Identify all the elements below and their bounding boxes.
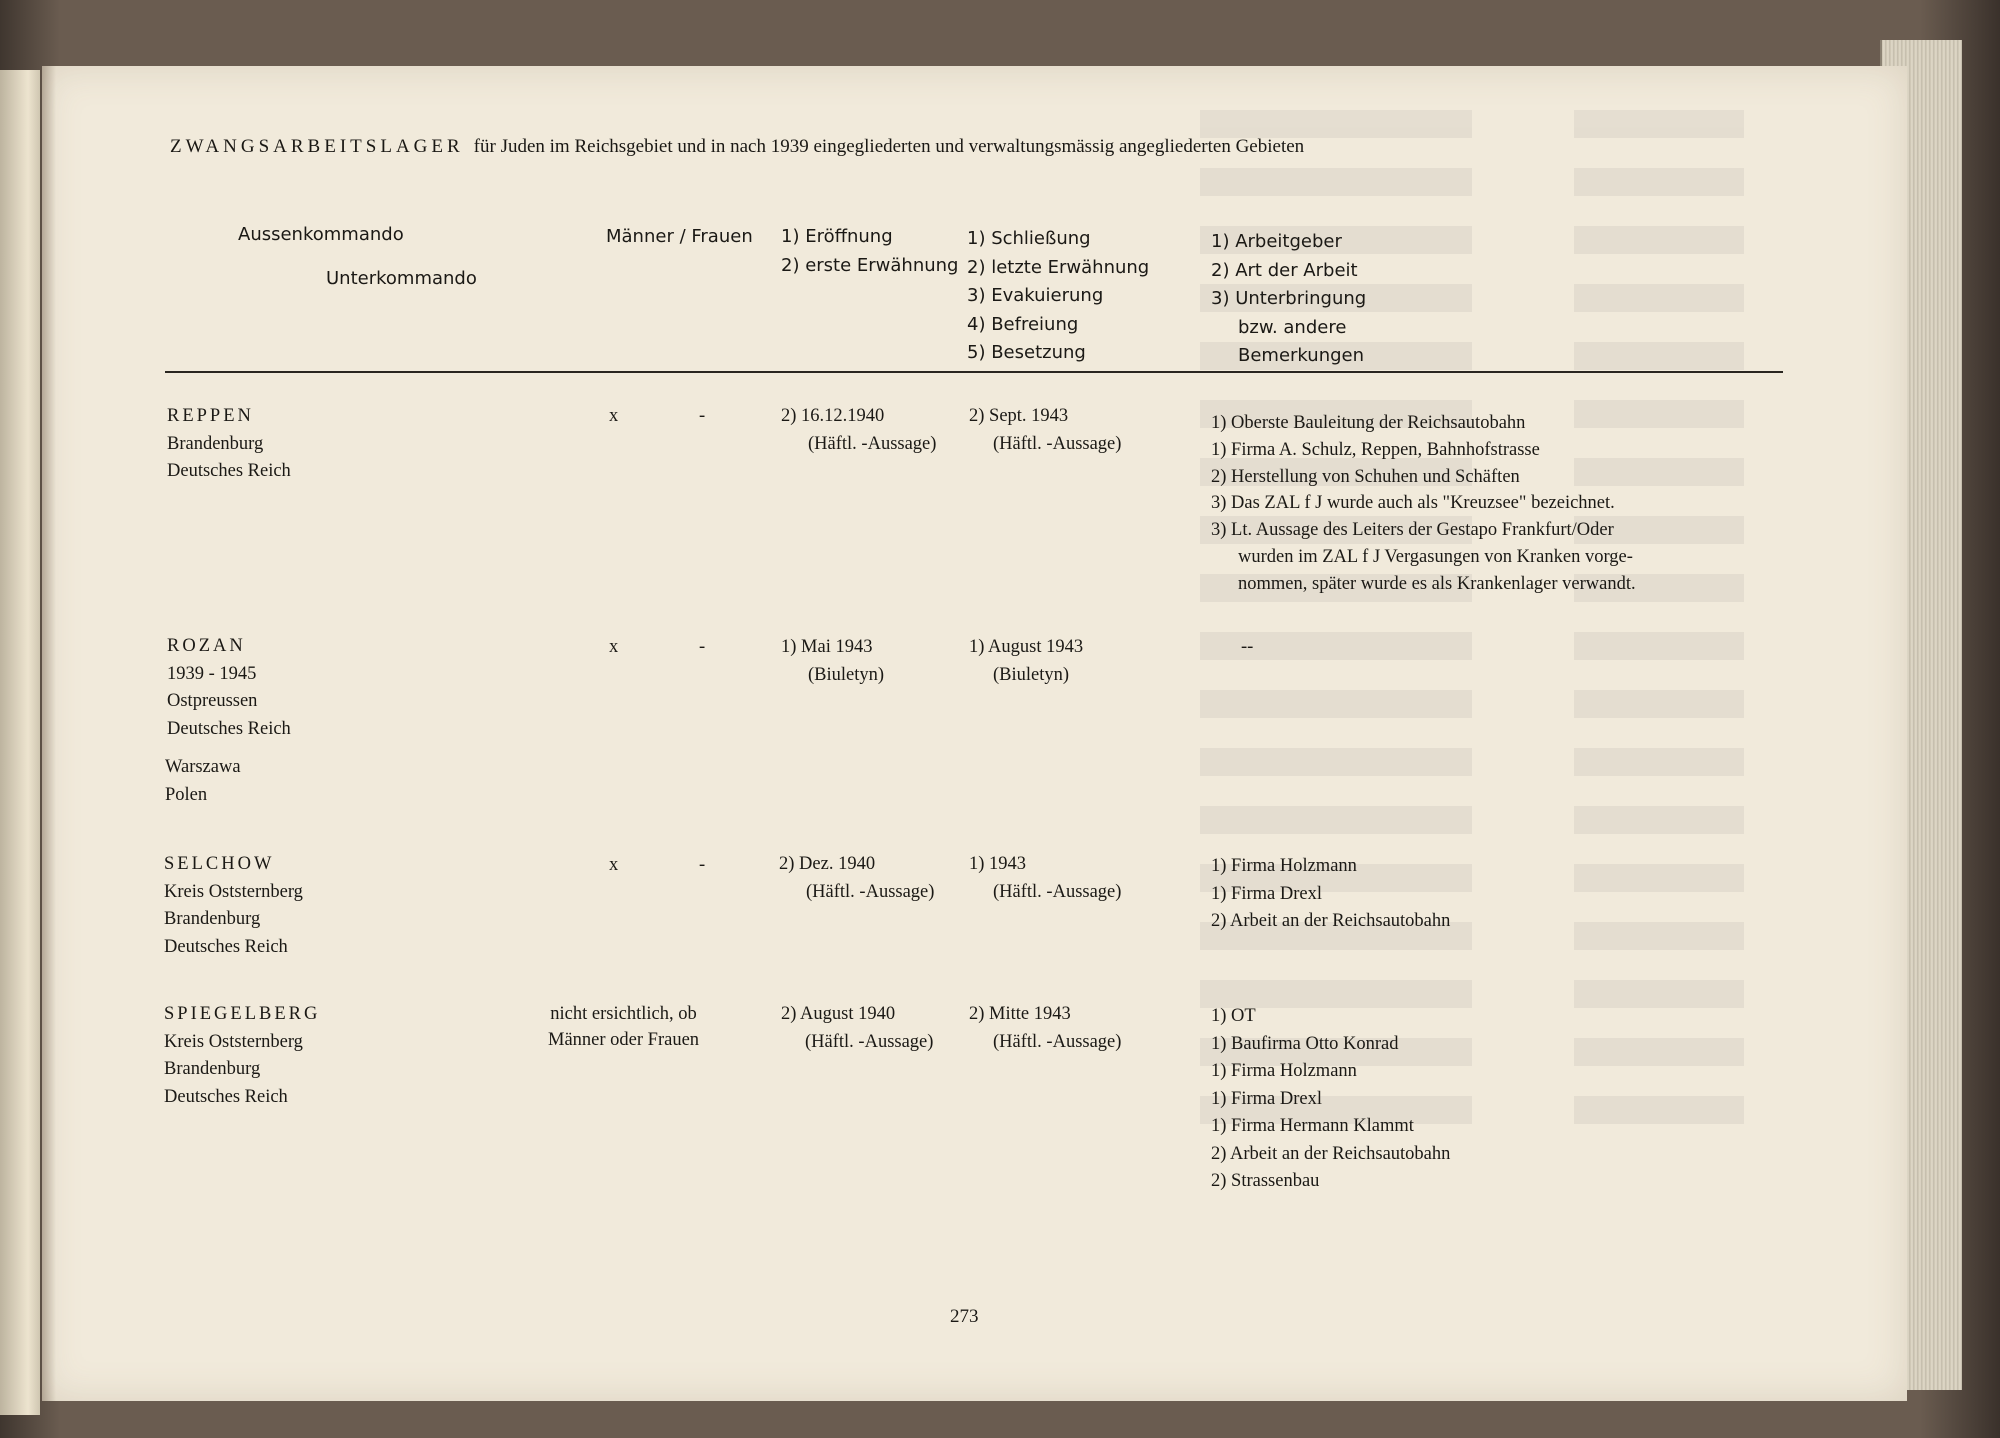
- closing-line: 1) 1943: [969, 854, 1027, 874]
- remark-line: 2) Arbeit an der Reichsautobahn: [1211, 911, 1451, 931]
- page-gutter-shadow: [42, 66, 56, 1401]
- opening-date: [781, 1001, 933, 1056]
- remark-line: 1) Firma Drexl: [1211, 883, 1322, 904]
- title-rest: für Juden im Reichsgebiet und in nach 1939 eingegliederten und verwaltungsmässig angegliederten Gebieten: [473, 136, 1305, 157]
- remark-line: nommen, später wurde es als Krankenlager verwandt.: [1238, 573, 1636, 594]
- men-mark: x: [609, 855, 619, 875]
- remark-line: 1) Baufirma Otto Konrad: [1211, 1033, 1399, 1054]
- opening-date: [779, 851, 934, 906]
- remark-line: 1) Firma A. Schulz, Reppen, Bahnhofstrasse: [1211, 439, 1540, 460]
- header-eroeffnung-1: 1) Eröffnung: [781, 226, 893, 247]
- camp-name: SPIEGELBERG: [164, 1004, 321, 1024]
- gender-note: [548, 1001, 699, 1053]
- header-arbeitgeber-3: 3) Unterbringung: [1211, 288, 1367, 309]
- gender-note-line: Männer oder Frauen: [548, 1030, 700, 1050]
- sub-camp-name: Warszawa: [165, 757, 241, 777]
- camp-name: ROZAN: [167, 636, 246, 656]
- left-page-edge: [0, 70, 40, 1415]
- closing-date: [969, 1001, 1121, 1056]
- opening-line: 1) Mai 1943: [781, 637, 873, 657]
- closing-source: (Häftl. -Aussage): [993, 433, 1122, 454]
- opening-source: (Häftl. -Aussage): [805, 1031, 934, 1052]
- header-arbeitgeber-5: Bemerkungen: [1238, 345, 1365, 366]
- camp-name: SELCHOW: [164, 854, 275, 874]
- entry-location: [167, 633, 291, 743]
- opening-source: (Biuletyn): [808, 664, 885, 685]
- location-line: Brandenburg: [167, 433, 264, 454]
- remark-line: 1) Oberste Bauleitung der Reichsautobahn: [1211, 413, 1526, 433]
- opening-line: 2) Dez. 1940: [779, 854, 876, 874]
- remarks: --: [1241, 637, 1254, 657]
- page-title: [170, 136, 1304, 158]
- remark-line: wurden im ZAL f J Vergasungen von Kranken vorge-: [1238, 546, 1633, 567]
- closing-date: [969, 634, 1083, 689]
- closing-date: [969, 403, 1121, 458]
- entry-location: [164, 1001, 320, 1111]
- closing-line: 1) August 1943: [969, 637, 1084, 657]
- remark-line: 2) Strassenbau: [1211, 1171, 1320, 1191]
- location-line: 1939 - 1945: [167, 663, 257, 684]
- opening-source: (Häftl. -Aussage): [808, 433, 937, 454]
- location-line: Brandenburg: [164, 1059, 261, 1079]
- remark-line: 1) Firma Drexl: [1211, 1088, 1322, 1109]
- opening-source: (Häftl. -Aussage): [806, 881, 935, 902]
- opening-date: [781, 634, 884, 689]
- location-line: Deutsches Reich: [167, 718, 291, 739]
- remark-line: 2) Herstellung von Schuhen und Schäften: [1211, 466, 1520, 487]
- sub-camp-country: Polen: [165, 784, 208, 805]
- location-line: Kreis Oststernberg: [164, 881, 303, 902]
- header-schliessung-1: 1) Schließung: [967, 228, 1091, 249]
- opening-line: 2) August 1940: [781, 1004, 896, 1024]
- remark-line: 1) Firma Hermann Klammt: [1211, 1116, 1414, 1136]
- header-schliessung-2: 2) letzte Erwähnung: [967, 256, 1150, 278]
- header-schliessung: [967, 225, 1149, 368]
- header-eroeffnung: [781, 223, 959, 280]
- page-number: 273: [950, 1306, 979, 1327]
- closing-date: [969, 851, 1121, 906]
- entry-location: [167, 403, 291, 486]
- men-mark: x: [609, 637, 619, 657]
- closing-source: (Häftl. -Aussage): [993, 881, 1122, 902]
- header-eroeffnung-2: 2) erste Erwähnung: [781, 254, 959, 276]
- header-arbeitgeber-4: bzw. andere: [1238, 316, 1347, 338]
- remark-line: 2) Arbeit an der Reichsautobahn: [1211, 1143, 1451, 1164]
- location-line: Deutsches Reich: [164, 936, 288, 957]
- camp-name: REPPEN: [167, 406, 254, 426]
- header-aussenkommando: Aussenkommando: [238, 224, 404, 245]
- remark-line: 1) Firma Holzmann: [1211, 856, 1357, 876]
- remark-line: 3) Das ZAL f J wurde auch als "Kreuzsee" bezeichnet.: [1211, 493, 1615, 514]
- remark-line: 1) Firma Holzmann: [1211, 1061, 1357, 1081]
- header-arbeitgeber-2: 2) Art der Arbeit: [1211, 259, 1358, 281]
- entry-location: [164, 851, 303, 961]
- header-schliessung-4: 4) Befreiung: [967, 313, 1079, 335]
- title-caps: ZWANGSARBEITSLAGER: [170, 136, 464, 157]
- header-arbeitgeber: [1211, 228, 1366, 371]
- men-mark: x: [609, 406, 619, 426]
- header-maenner-frauen: Männer / Frauen: [606, 226, 753, 247]
- opening-date: [781, 403, 936, 458]
- location-line: Kreis Oststernberg: [164, 1031, 303, 1052]
- header-schliessung-5: 5) Besetzung: [967, 342, 1086, 363]
- closing-line: 2) Sept. 1943: [969, 406, 1069, 426]
- sub-location: [165, 754, 241, 809]
- closing-source: (Häftl. -Aussage): [993, 1031, 1122, 1052]
- opening-line: 2) 16.12.1940: [781, 406, 885, 426]
- women-mark: -: [699, 855, 706, 875]
- location-line: Brandenburg: [164, 909, 261, 929]
- gender-note-line: nicht ersichtlich, ob: [550, 1004, 697, 1024]
- location-line: Ostpreussen: [167, 691, 258, 711]
- header-arbeitgeber-1: 1) Arbeitgeber: [1211, 231, 1342, 252]
- location-line: Deutsches Reich: [167, 461, 291, 481]
- header-rule: [165, 371, 1783, 373]
- header-unterkommando: Unterkommando: [326, 268, 477, 289]
- women-mark: -: [699, 406, 706, 426]
- remarks: [1211, 853, 1450, 936]
- remarks: [1211, 410, 1636, 598]
- remark-line: 3) Lt. Aussage des Leiters der Gestapo Frankfurt/Oder: [1211, 520, 1614, 541]
- remark-line: 1) OT: [1211, 1006, 1256, 1026]
- remarks: [1211, 1003, 1450, 1196]
- closing-line: 2) Mitte 1943: [969, 1004, 1071, 1024]
- location-line: Deutsches Reich: [164, 1086, 288, 1107]
- women-mark: -: [699, 637, 706, 657]
- closing-source: (Biuletyn): [993, 664, 1070, 685]
- header-schliessung-3: 3) Evakuierung: [967, 285, 1104, 306]
